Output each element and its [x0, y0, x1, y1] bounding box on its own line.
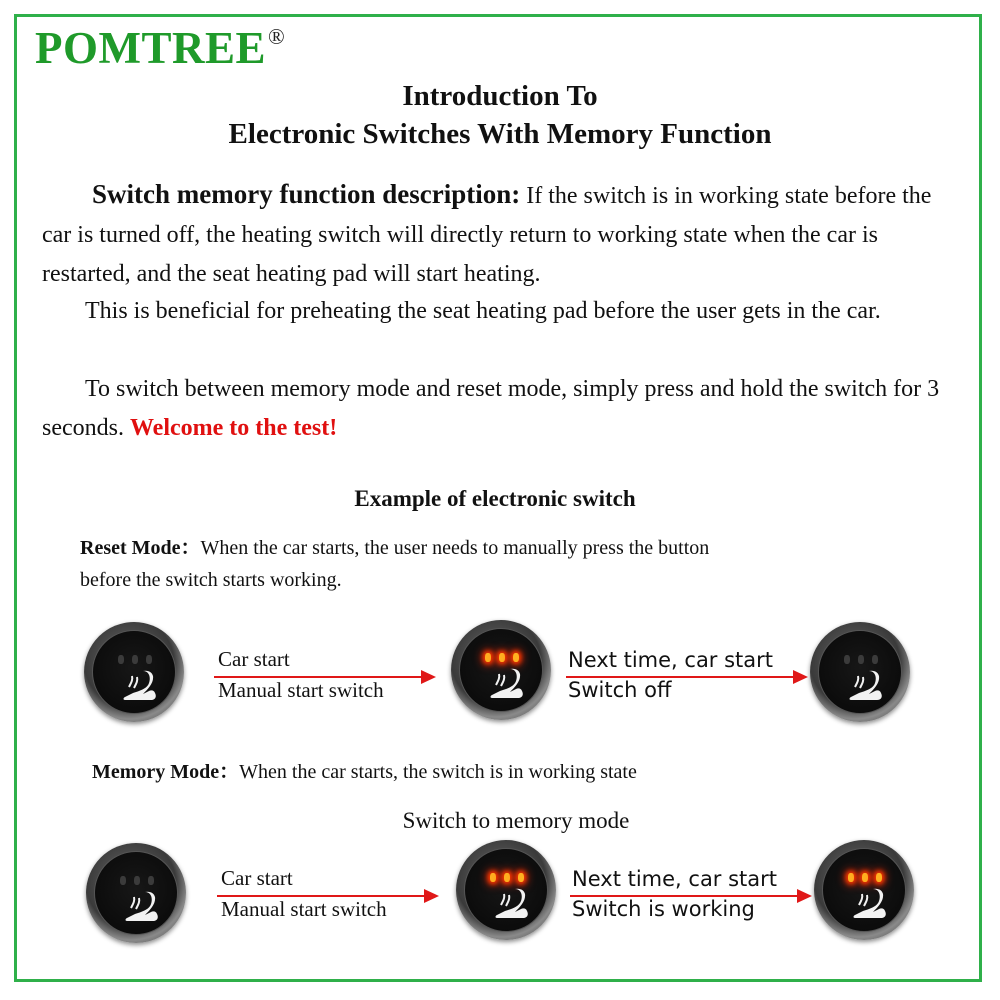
heated-seat-icon [121, 669, 161, 701]
memory-mode-heading: Switch to memory mode [402, 808, 630, 833]
heated-seat-icon [847, 669, 887, 701]
brand-logo [35, 22, 286, 74]
description-paragraph-2 [42, 292, 964, 331]
switch-off-icon [86, 843, 186, 943]
heated-seat-icon [488, 667, 528, 699]
description-paragraph-3 [42, 370, 964, 448]
reset-mode-text: When the car starts, the user needs to manually press the button before the switch starts working. [80, 537, 710, 591]
description-text-2: This is beneficial for preheating the seat heating pad before the user gets in the car. [85, 298, 881, 324]
page-title-line-2: Electronic Switches With Memory Function [228, 118, 772, 150]
reset-mode-label: Reset Mode： [80, 537, 201, 559]
reset-arrow1-top-label: Car start [218, 647, 290, 671]
heated-seat-icon [123, 890, 163, 922]
memory-arrow2-bottom-label: Switch is working [572, 897, 755, 921]
description-lead: Switch memory function description: [92, 179, 521, 209]
reset-arrow2-top-label: Next time, car start [568, 648, 774, 672]
heated-seat-icon [493, 887, 533, 919]
description-paragraph-1 [42, 175, 964, 294]
description-text-1: If the switch is in working state before the car is turned off, the heating switch will directly return to working state when the car is restarted, and the seat heating pad will start heating. [42, 183, 932, 287]
memory-arrow1-bottom-label: Manual start switch [221, 897, 387, 921]
heated-seat-icon [851, 887, 891, 919]
welcome-text: Welcome to the test! [129, 415, 338, 441]
memory-arrow2-top-label: Next time, car start [572, 867, 778, 891]
switch-on-icon [814, 840, 914, 940]
registered-mark: ® [268, 24, 286, 49]
page-title-line-1: Introduction To [402, 80, 598, 112]
memory-mode-text: When the car starts, the switch is in working state [239, 761, 637, 783]
reset-arrow2-bottom-label: Switch off [568, 678, 672, 702]
brand-name: POMTREE [35, 23, 267, 73]
reset-mode-description [80, 532, 760, 596]
memory-arrow1-top-label: Car start [221, 866, 293, 890]
description-text-3: To switch between memory mode and reset mode, simply press and hold the switch for 3 seconds. [42, 376, 940, 441]
memory-mode-description [92, 756, 852, 788]
reset-arrow1-bottom-label: Manual start switch [218, 678, 384, 702]
switch-off-icon [84, 622, 184, 722]
example-heading: Example of electronic switch [354, 486, 636, 511]
switch-on-icon [451, 620, 551, 720]
memory-mode-label: Memory Mode： [92, 761, 240, 783]
switch-off-icon [810, 622, 910, 722]
switch-on-icon [456, 840, 556, 940]
